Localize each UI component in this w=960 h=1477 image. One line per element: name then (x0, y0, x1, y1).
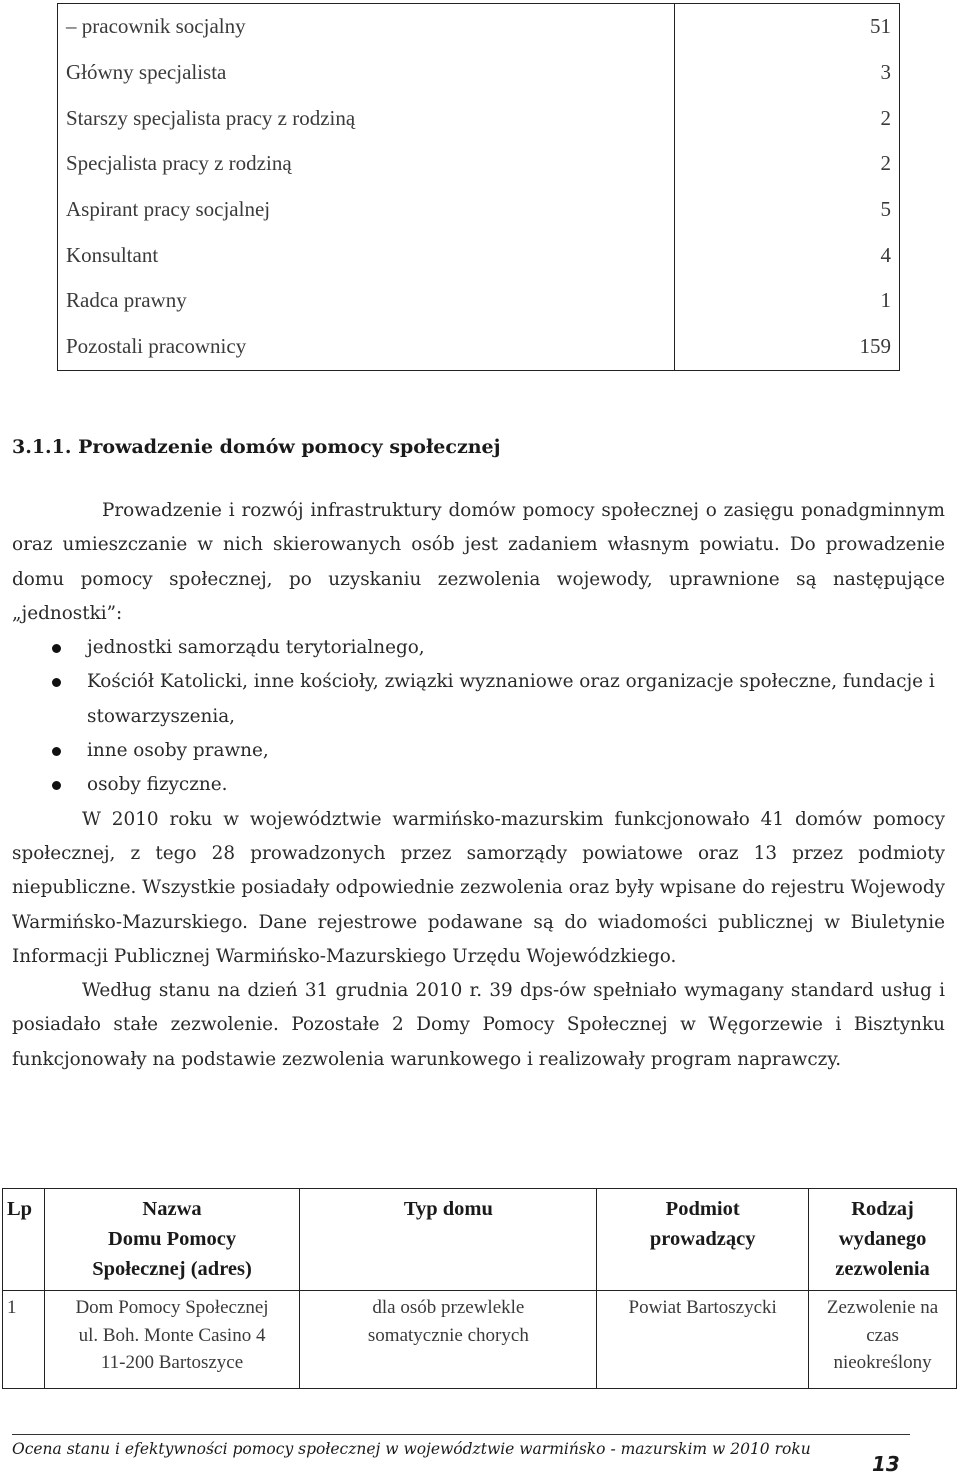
header-permit-line: Rodzaj (851, 1198, 914, 1220)
section-heading: 3.1.1. Prowadzenie domów pomocy społecznej (12, 436, 501, 458)
cell-lp: 1 (3, 1291, 45, 1389)
staff-role: Specjalista pracy z rodziną (58, 141, 675, 187)
footer-title: Ocena stanu i efektywności pomocy społecznej w województwie warmińsko - mazurskim w 2010 roku (12, 1440, 811, 1458)
entity-list (12, 631, 945, 802)
footer-divider (12, 1434, 910, 1435)
staff-role: – pracownik socjalny (58, 4, 675, 50)
dps-table (2, 1188, 957, 1389)
table-row (58, 232, 900, 278)
list-item-text: inne osoby prawne, (87, 740, 269, 762)
staff-role: Pozostali pracownicy (58, 324, 675, 370)
cell-entity: Powiat Bartoszycki (597, 1291, 809, 1389)
staff-role: Starszy specjalista pracy z rodziną (58, 95, 675, 141)
paragraph-intro: Prowadzenie i rozwój infrastruktury domów pomocy społecznej o zasięgu ponadgminnym oraz umieszczanie w nich skierowanych osób jest zadaniem własnym powiatu. Do prowadzenie domu pomocy społecznej, po uzyskaniu zezwolenia wojewody, uprawnione są następujące „jednostki”: (12, 500, 945, 624)
staff-role: Konsultant (58, 232, 675, 278)
header-type: Typ domu (300, 1189, 597, 1291)
paragraph-standard: Według stanu na dzień 31 grudnia 2010 r. 39 dps-ów spełniało wymagany standard usług i posiadało stałe zezwolenie. Pozostałe 2 Domy Pomocy Społecznej w Węgorzewie i Bisztynku funkcjonowały na podstawie zezwolenia warunkowego i realizowały program naprawczy. (12, 980, 945, 1070)
staff-role: Główny specjalista (58, 50, 675, 96)
table-row (58, 187, 900, 233)
header-name (44, 1189, 300, 1291)
bullet-icon (52, 678, 61, 687)
table-row (58, 50, 900, 96)
cell-permit-line: czas (866, 1324, 899, 1346)
header-permit (809, 1189, 957, 1291)
list-item (12, 665, 945, 734)
cell-permit (809, 1291, 957, 1389)
staff-table (57, 3, 900, 371)
staff-role: Radca prawny (58, 278, 675, 324)
cell-type-line: dla osób przewlekle (372, 1297, 525, 1318)
table-row (58, 95, 900, 141)
table-row (3, 1291, 957, 1389)
list-item (12, 631, 945, 665)
header-entity (597, 1189, 809, 1291)
table-header-row (3, 1189, 957, 1291)
bullet-icon (52, 781, 61, 790)
staff-count: 3 (675, 50, 900, 96)
header-name-line: Społecznej (adres) (92, 1258, 252, 1280)
list-item-text: osoby fizyczne. (87, 774, 228, 796)
cell-name (44, 1291, 300, 1389)
header-entity-line: prowadzący (649, 1228, 756, 1250)
list-item (12, 768, 945, 802)
table-row (58, 141, 900, 187)
staff-count: 4 (675, 232, 900, 278)
staff-count: 2 (675, 141, 900, 187)
header-lp: Lp (3, 1189, 45, 1291)
table-row (58, 324, 900, 370)
staff-count: 2 (675, 95, 900, 141)
staff-role: Aspirant pracy socjalnej (58, 187, 675, 233)
table-row (58, 4, 900, 50)
staff-count: 51 (675, 4, 900, 50)
table-row (58, 278, 900, 324)
cell-name-line: ul. Boh. Monte Casino 4 (78, 1324, 266, 1346)
cell-name-line: Dom Pomocy Społecznej (75, 1297, 269, 1318)
staff-count: 1 (675, 278, 900, 324)
page-number: 13 (872, 1452, 900, 1476)
cell-name-line: 11-200 Bartoszyce (100, 1352, 244, 1373)
list-item-text: Kościół Katolicki, inne kościoły, związki wyznaniowe oraz organizacje społeczne, fundacje i stowarzyszenia, (87, 671, 935, 727)
list-item (12, 734, 945, 768)
header-name-line: Domu Pomocy (107, 1228, 237, 1250)
cell-type (300, 1291, 597, 1389)
cell-permit-line: Zezwolenie na (826, 1297, 939, 1318)
header-permit-line: wydanego (838, 1228, 927, 1250)
header-entity-line: Podmiot (665, 1198, 740, 1220)
cell-type-line: somatycznie chorych (367, 1324, 529, 1346)
bullet-icon (52, 644, 61, 653)
bullet-icon (52, 747, 61, 756)
list-item-text: jednostki samorządu terytorialnego, (87, 637, 425, 659)
cell-permit-line: nieokreślony (833, 1352, 932, 1373)
header-name-line: Nazwa (142, 1198, 202, 1220)
body-text (12, 494, 945, 1077)
staff-count: 5 (675, 187, 900, 233)
paragraph-statistics: W 2010 roku w województwie warmińsko-mazurskim funkcjonowało 41 domów pomocy społecznej, z tego 28 prowadzonych przez samorządy powiatowe oraz 13 przez podmioty niepubliczne. Wszystkie posiadały odpowiednie zezwolenia oraz były wpisane do rejestru Wojewody Warmińsko-Mazurskiego. Dane rejestrowe podawane są do wiadomości publicznej w Biuletynie Informacji Publicznej Warmińsko-Mazurskiego Urzędu Wojewódzkiego. (12, 808, 945, 967)
header-permit-line: zezwolenia (835, 1258, 930, 1280)
staff-count: 159 (675, 324, 900, 370)
